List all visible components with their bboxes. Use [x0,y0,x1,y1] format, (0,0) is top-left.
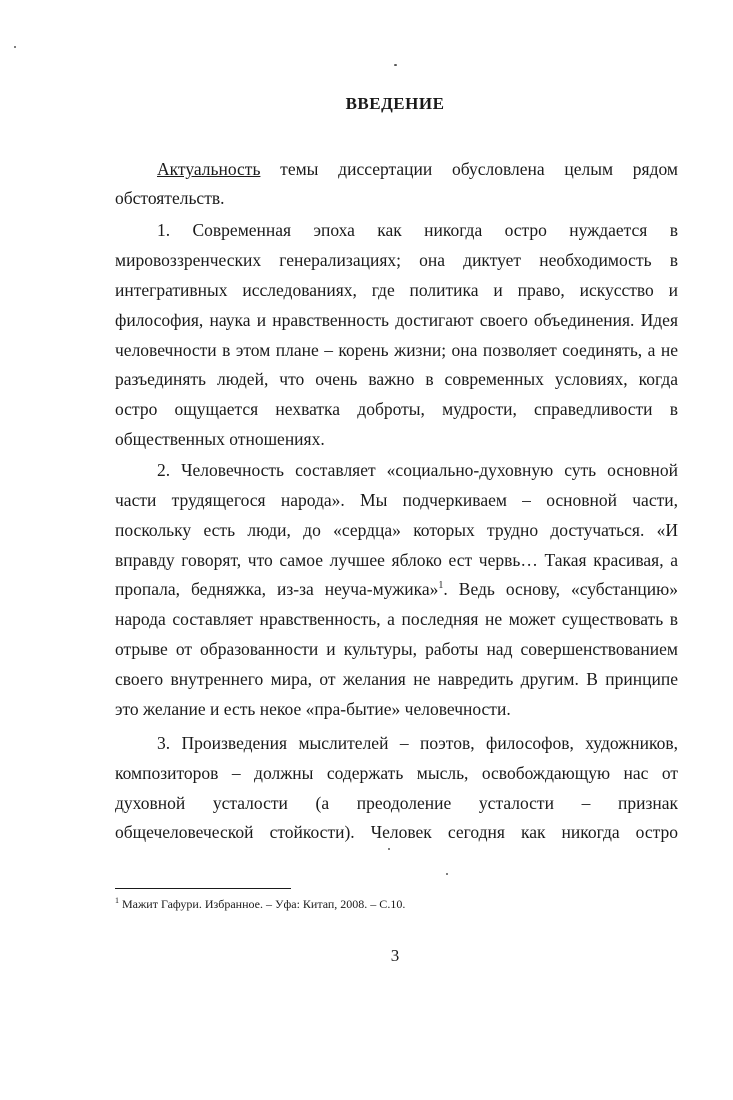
section-heading: ВВЕДЕНИЕ [345,94,445,113]
para3-line: композиторов – должны содержать мысль, освобождающую нас от [115,763,678,783]
scan-speck [388,848,390,850]
para1-line: человечности в этом плане – корень жизни; она позволяет соединять, а не [115,340,678,360]
para3-line: 3. Произведения мыслителей – поэтов, философов, художников, [157,733,678,753]
para2-line: поскольку есть люди, до «сердца» которых трудно достучаться. «И [115,520,678,540]
footnote-text: Мажит Гафури. Избранное. – Уфа: Китап, 2008. – С.10. [119,897,406,911]
para2-line: вправду говорят, что самое лучшее яблоко ест червь… Такая красивая, а [115,550,678,570]
para1-line: остро ощущается нехватка доброты, мудрости, справедливости в [115,399,678,419]
intro-line-1 [157,158,678,180]
para1-line: 1. Современная эпоха как никогда остро нуждается в [157,220,678,240]
para2-line: своего внутреннего мира, от желания не навредить другим. В принципе [115,669,678,689]
para2-line: 2. Человечность составляет «социально-духовную суть основной [157,460,678,480]
para2-line-5-start: пропала, бедняжка, из-за неуча-мужика» [115,579,439,599]
intro-underlined-word: Актуальность [157,159,261,179]
para1-line: мировоззренческих генерализациях; она диктует необходимость в [115,250,678,270]
para2-line: части трудящегося народа». Мы подчеркиваем – основной части, [115,490,678,510]
footnote [115,897,405,912]
para1-line: интегративных исследованиях, где политика и право, искусство и [115,280,678,300]
intro-line-2: обстоятельств. [115,188,225,208]
para2-line-5-end: . Ведь основу, «субстанцию» [443,579,678,599]
para2-line: это желание и есть некое «пра-бытие» человечности. [115,699,511,719]
para1-line: общественных отношениях. [115,429,325,449]
footnote-reference: 1 [438,580,444,592]
para3-line: общечеловеческой стойкости). Человек сегодня как никогда остро [115,822,678,842]
footnote-divider [115,888,291,889]
page-number: 3 [390,946,400,965]
para2-line: народа составляет нравственность, а последняя не может существовать в [115,609,678,629]
intro-line-1-rest: темы диссертации обусловлена целым рядом [260,159,678,179]
para1-line: разъединять людей, что очень важно в современных условиях, когда [115,369,678,389]
para2-line: отрыве от образованности и культуры, работы над совершенствованием [115,639,678,659]
scan-speck [14,46,16,48]
para2-line-with-footnote [115,578,678,600]
footnote-mark: 1 [115,896,119,905]
scan-speck [446,873,448,875]
para3-line: духовной усталости (а преодоление усталости – признак [115,793,678,813]
scan-speck [394,64,397,66]
para1-line: философия, наука и нравственность достигают своего объединения. Идея [115,310,678,330]
